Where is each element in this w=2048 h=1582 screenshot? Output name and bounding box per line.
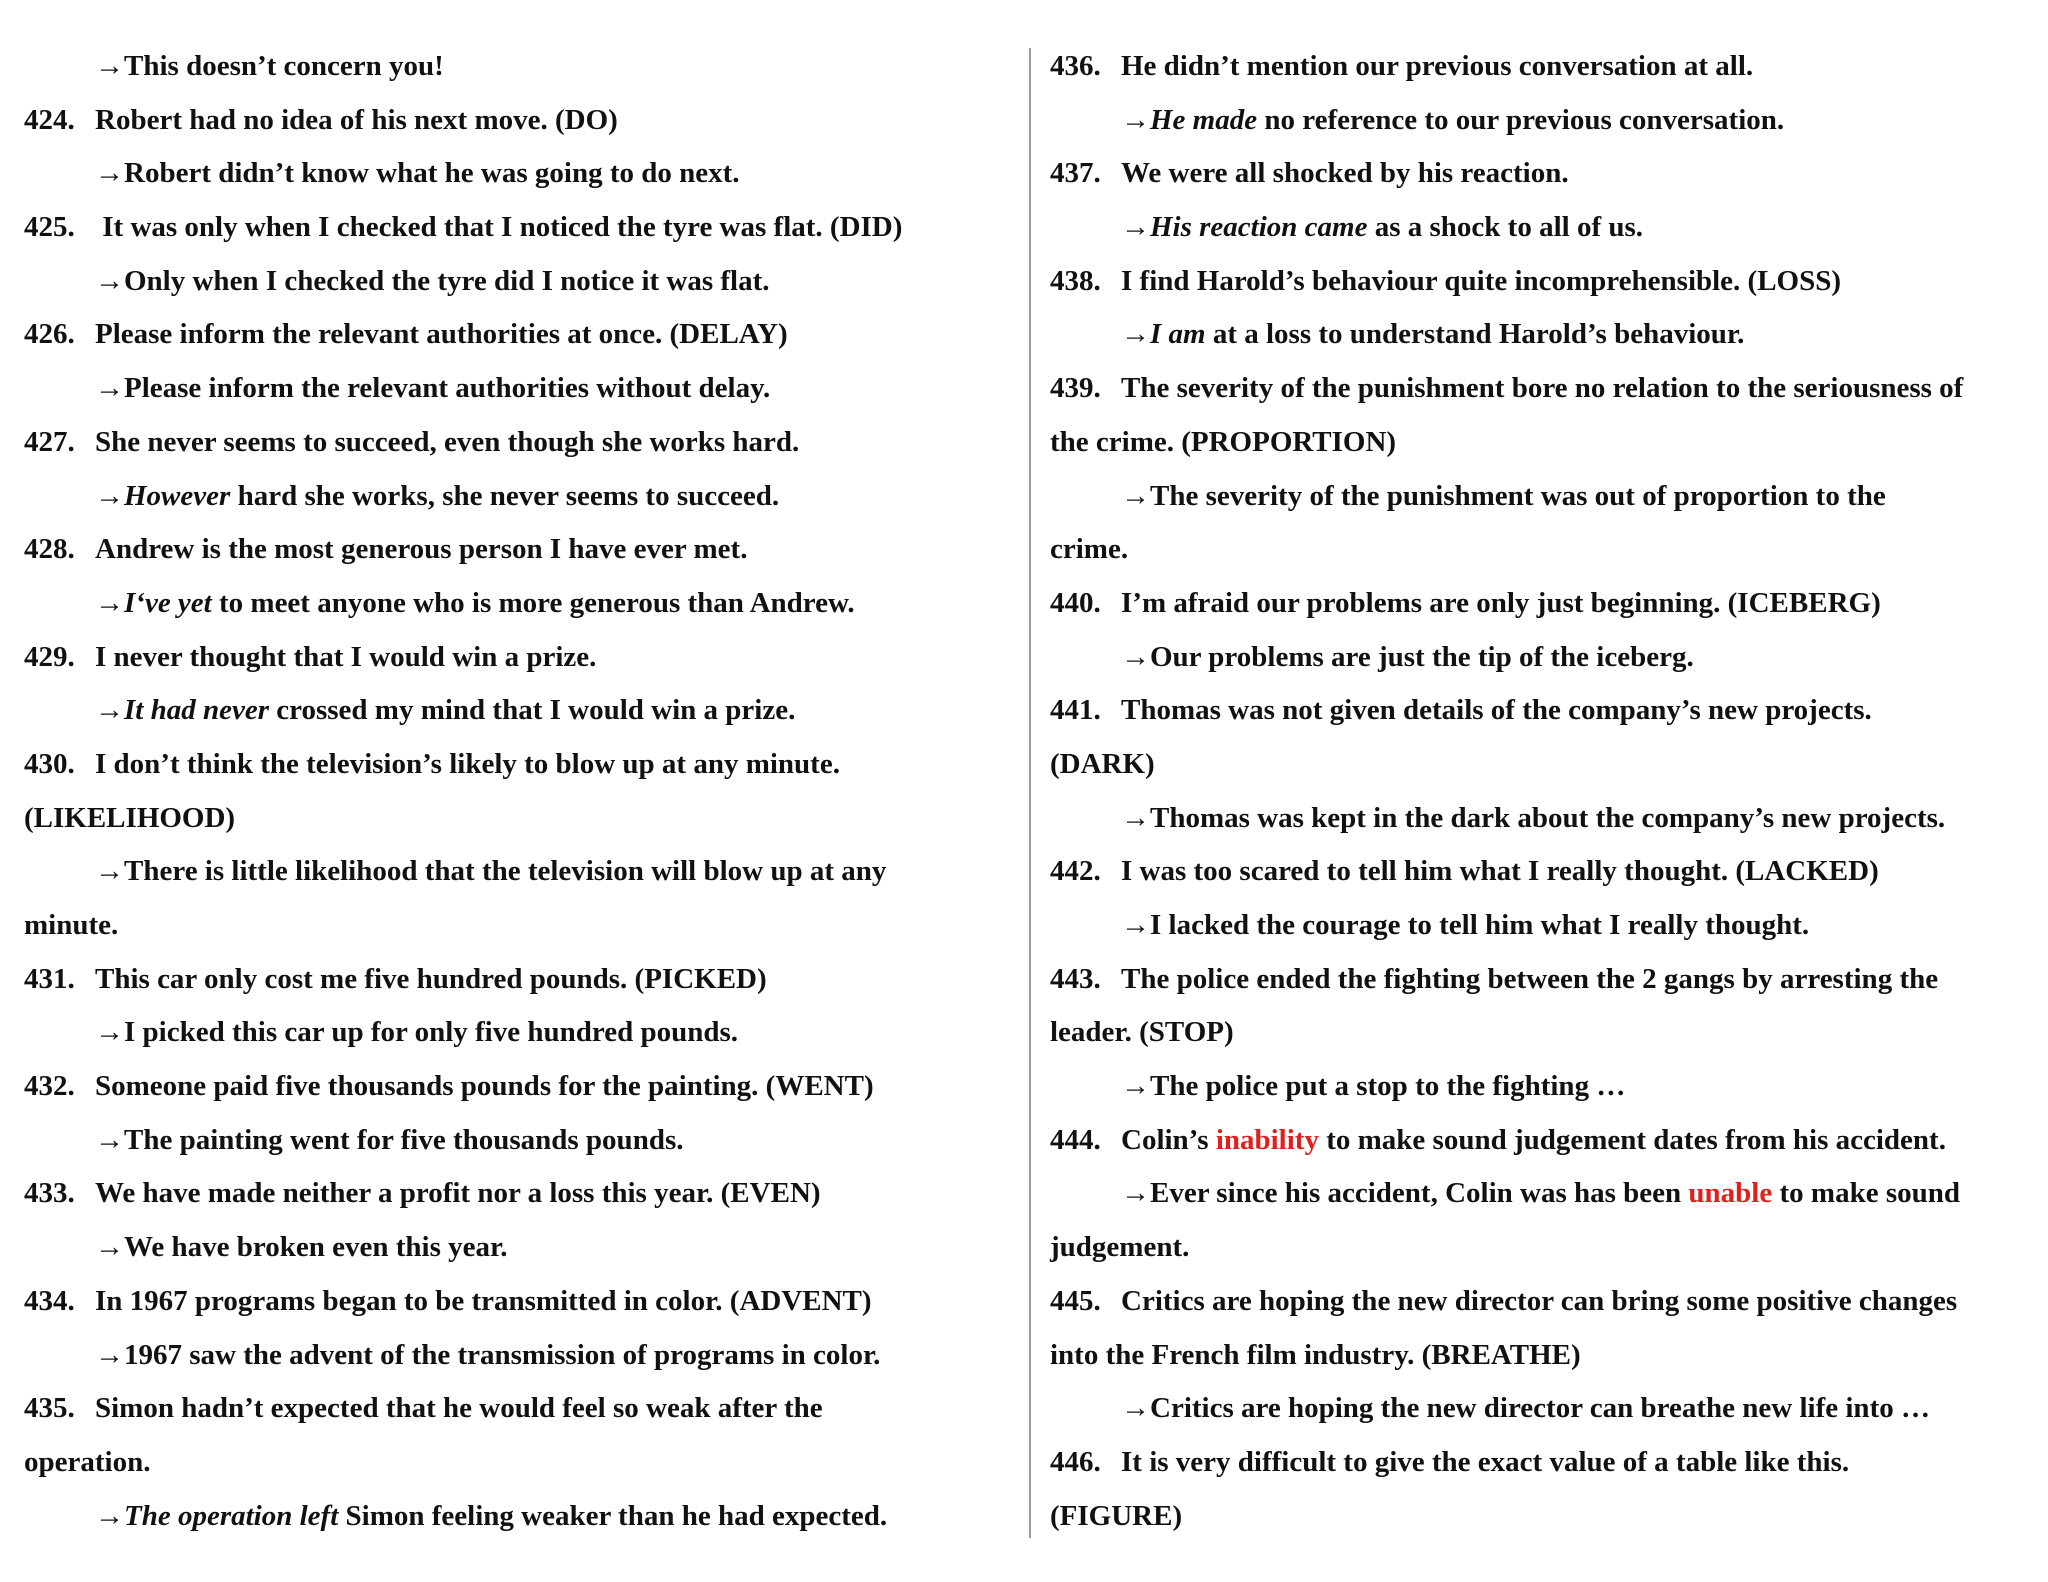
arrow-icon: →: [95, 1016, 124, 1049]
arrow-icon: →: [95, 157, 124, 190]
item-number: 438.: [1050, 264, 1101, 297]
item-number: 432.: [24, 1070, 75, 1103]
answer-line: →Robert didn’t know what he was going to do next.: [95, 157, 740, 190]
item-number: 442.: [1050, 855, 1101, 888]
question-line: 443. The police ended the fighting between the 2 gangs by arresting the: [1050, 953, 2035, 1007]
right-column: [1050, 40, 2035, 1543]
arrow-icon: →: [1121, 211, 1150, 244]
arrow-icon: →: [95, 264, 124, 297]
question-line: 424. Robert had no idea of his next move. (DO): [24, 94, 1024, 148]
answer-line: →Ever since his accident, Colin was has been unable to make sound: [1121, 1177, 1960, 1210]
answer-line: →I am at a loss to understand Harold’s behaviour.: [1121, 318, 1745, 351]
arrow-icon: →: [1121, 103, 1150, 136]
question-line: 446. It is very difficult to give the exact value of a table like this.: [1050, 1436, 2035, 1490]
continuation-line: into the French film industry. (BREATHE): [1050, 1338, 1581, 1371]
question-line: 433. We have made neither a profit nor a loss this year. (EVEN): [24, 1167, 1024, 1221]
question-line: 441. Thomas was not given details of the company’s new projects.: [1050, 684, 2035, 738]
answer-line: →It had never crossed my mind that I would win a prize.: [95, 694, 796, 727]
arrow-icon: →: [1121, 1392, 1150, 1425]
italic-cue: I am: [1150, 318, 1206, 351]
answer-line: →The operation left Simon feeling weaker than he had expected.: [95, 1499, 888, 1532]
column-divider: [1029, 48, 1031, 1538]
continuation-line: the crime. (PROPORTION): [1050, 425, 1397, 458]
highlighted-word: inability: [1215, 1123, 1319, 1156]
answer-line: →The severity of the punishment was out of proportion to the: [1121, 479, 1886, 512]
arrow-icon: →: [95, 372, 124, 405]
question-line: 426. Please inform the relevant authorities at once. (DELAY): [24, 308, 1024, 362]
arrow-icon: →: [95, 694, 124, 727]
item-number: 434.: [24, 1284, 75, 1317]
question-line: 430. I don’t think the television’s likely to blow up at any minute.: [24, 738, 1024, 792]
continuation-line: operation.: [24, 1445, 151, 1478]
item-number: 436.: [1050, 50, 1101, 82]
arrow-icon: →: [1121, 909, 1150, 941]
answer-line: →Thomas was kept in the dark about the company’s new projects.: [1121, 801, 1946, 834]
arrow-icon: →: [95, 855, 124, 888]
answer-line: →This doesn’t concern you!: [95, 50, 444, 82]
continuation-line: leader. (STOP): [1050, 1016, 1234, 1049]
question-line: 427. She never seems to succeed, even though she works hard.: [24, 416, 1024, 470]
left-column: [24, 40, 1024, 1543]
answer-line: →I lacked the courage to tell him what I really thought.: [1121, 909, 1810, 941]
question-line: 437. We were all shocked by his reaction.: [1050, 147, 2035, 201]
question-line: 429. I never thought that I would win a prize.: [24, 631, 1024, 685]
question-line: 436. He didn’t mention our previous conversation at all.: [1050, 40, 2035, 94]
item-number: 427.: [24, 425, 75, 458]
continuation-line: (LIKELIHOOD): [24, 801, 236, 834]
question-line: 438. I find Harold’s behaviour quite incomprehensible. (LOSS): [1050, 255, 2035, 309]
question-line: 434. In 1967 programs began to be transmitted in color. (ADVENT): [24, 1275, 1024, 1329]
arrow-icon: →: [1121, 801, 1150, 834]
item-number: 431.: [24, 962, 75, 995]
item-number: 440.: [1050, 586, 1101, 619]
item-number: 430.: [24, 747, 75, 780]
answer-line: →However hard she works, she never seems to succeed.: [95, 479, 780, 512]
arrow-icon: →: [1121, 318, 1150, 351]
continuation-line: judgement.: [1050, 1231, 1190, 1264]
arrow-icon: →: [1121, 1177, 1150, 1210]
item-number: 435.: [24, 1392, 75, 1425]
italic-cue: I‘ve yet: [124, 586, 212, 619]
arrow-icon: →: [95, 50, 124, 82]
item-number: 446.: [1050, 1445, 1101, 1478]
item-number: 441.: [1050, 694, 1101, 727]
italic-cue: He made: [1150, 103, 1258, 136]
item-number: 439.: [1050, 372, 1101, 405]
answer-line: →Please inform the relevant authorities without delay.: [95, 372, 771, 405]
answer-line: →He made no reference to our previous conversation.: [1121, 103, 1785, 136]
answer-line: →I‘ve yet to meet anyone who is more generous than Andrew.: [95, 586, 855, 619]
answer-line: →The police put a stop to the fighting …: [1121, 1070, 1626, 1103]
answer-line: →The painting went for five thousands pounds.: [95, 1123, 684, 1156]
arrow-icon: →: [1121, 1070, 1150, 1103]
question-line: 435. Simon hadn’t expected that he would feel so weak after the: [24, 1382, 1024, 1436]
italic-cue: His reaction came: [1150, 211, 1368, 244]
arrow-icon: →: [1121, 479, 1150, 512]
italic-cue: It had never: [124, 694, 269, 727]
question-line: 432. Someone paid five thousands pounds for the painting. (WENT): [24, 1060, 1024, 1114]
continuation-line: (DARK): [1050, 747, 1155, 780]
continuation-line: minute.: [24, 909, 119, 941]
item-number: 445.: [1050, 1284, 1101, 1317]
question-line: 439. The severity of the punishment bore no relation to the seriousness of: [1050, 362, 2035, 416]
answer-line: →1967 saw the advent of the transmission of programs in color.: [95, 1338, 881, 1371]
answer-line: →His reaction came as a shock to all of us.: [1121, 211, 1644, 244]
item-number: 444.: [1050, 1123, 1101, 1156]
arrow-icon: →: [95, 1123, 124, 1156]
item-number: 429.: [24, 640, 75, 673]
continuation-line: (FIGURE): [1050, 1499, 1183, 1532]
continuation-line: crime.: [1050, 533, 1129, 566]
item-number: 443.: [1050, 962, 1101, 995]
item-number: 424.: [24, 103, 75, 136]
answer-line: →There is little likelihood that the television will blow up at any: [95, 855, 887, 888]
answer-line: →Critics are hoping the new director can breathe new life into …: [1121, 1392, 1930, 1425]
answer-line: →Our problems are just the tip of the iceberg.: [1121, 640, 1694, 673]
question-line: 444. Colin’s inability to make sound judgement dates from his accident.: [1050, 1114, 2035, 1168]
arrow-icon: →: [95, 1338, 124, 1371]
question-line: 425. It was only when I checked that I noticed the tyre was flat. (DID): [24, 201, 1024, 255]
arrow-icon: →: [95, 586, 124, 619]
question-line: 445. Critics are hoping the new director can bring some positive changes: [1050, 1275, 2035, 1329]
arrow-icon: →: [95, 1231, 124, 1264]
arrow-icon: →: [1121, 640, 1150, 673]
answer-line: →Only when I checked the tyre did I notice it was flat.: [95, 264, 770, 297]
item-number: 425.: [24, 211, 75, 244]
arrow-icon: →: [95, 479, 124, 512]
question-line: 431. This car only cost me five hundred pounds. (PICKED): [24, 953, 1024, 1007]
question-line: 428. Andrew is the most generous person I have ever met.: [24, 523, 1024, 577]
item-number: 428.: [24, 533, 75, 566]
question-line: 440. I’m afraid our problems are only just beginning. (ICEBERG): [1050, 577, 2035, 631]
question-line: 442. I was too scared to tell him what I really thought. (LACKED): [1050, 845, 2035, 899]
item-number: 433.: [24, 1177, 75, 1210]
answer-line: →We have broken even this year.: [95, 1231, 508, 1264]
item-number: 426.: [24, 318, 75, 351]
arrow-icon: →: [95, 1499, 124, 1532]
answer-line: →I picked this car up for only five hundred pounds.: [95, 1016, 739, 1049]
item-number: 437.: [1050, 157, 1101, 190]
highlighted-word: unable: [1688, 1177, 1773, 1210]
italic-cue: The operation left: [124, 1499, 339, 1532]
italic-cue: However: [124, 479, 231, 512]
